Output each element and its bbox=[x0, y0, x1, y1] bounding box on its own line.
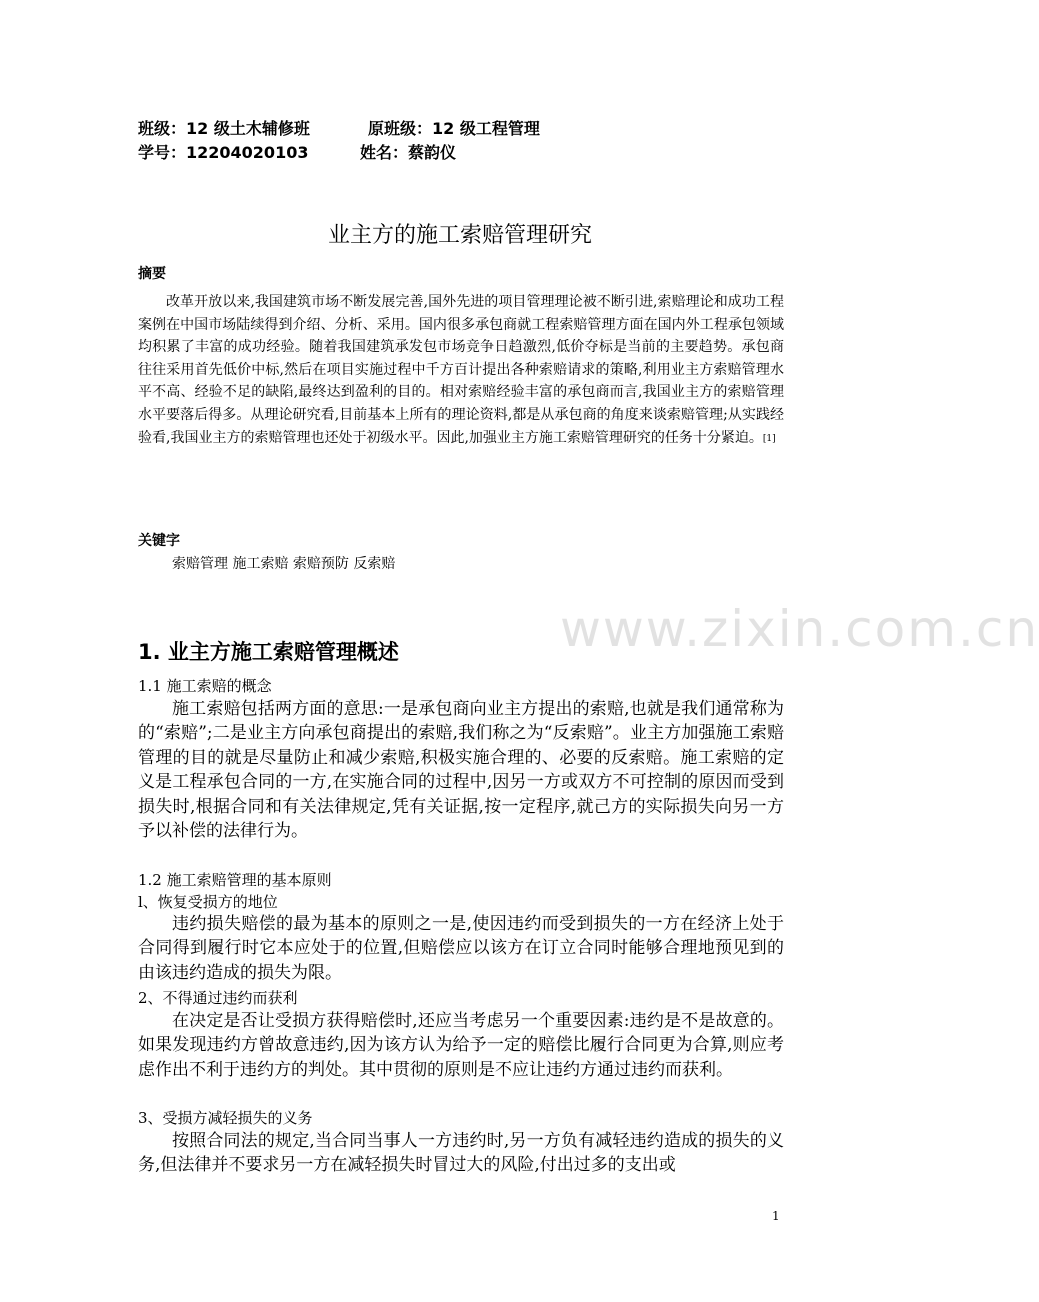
abstract-paragraph bbox=[138, 291, 784, 451]
header-row-1 bbox=[138, 116, 540, 139]
document-title: 业主方的施工索赔管理研究 bbox=[327, 223, 592, 248]
citation-marker: [1] bbox=[762, 433, 776, 444]
student-name-label: 姓名：蔡韵仪 bbox=[360, 143, 457, 162]
section-1-2-heading: 1.2 施工索赔管理的基本原则 bbox=[138, 871, 332, 889]
student-id-label: 学号：12204020103 bbox=[138, 143, 309, 162]
page-number: 1 bbox=[772, 1209, 780, 1223]
item-1-heading: l、恢复受损方的地位 bbox=[138, 893, 278, 911]
section-1-1-heading: 1.1 施工索赔的概念 bbox=[138, 677, 272, 695]
section-1-heading: 1. 业主方施工索赔管理概述 bbox=[138, 640, 399, 664]
item-2-heading: 2、不得通过违约而获利 bbox=[138, 989, 298, 1007]
item-3-heading: 3、受损方减轻损失的义务 bbox=[138, 1109, 313, 1127]
abstract-text: 改革开放以来,我国建筑市场不断发展完善,国外先进的项目管理理论被不断引进,索赔理论和成功工程案例在中国市场陆续得到介绍、分析、采用。国内很多承包商就工程索赔管理方面在国内外工程承包领域均积累了丰富的成功经验。随着我国建筑承发包市场竞争日趋激烈,低价夺标是当前的主要趋势。承包商往往采用首先低价中标,然后在项目实施过程中千方百计提出各种索赔请求的策略,利用业主方索赔管理水平不高、经验不足的缺陷,最终达到盈利的目的。相对索赔经验丰富的承包商而言,我国业主方的索赔管理水平要落后得多。从理论研究看,目前基本上所有的理论资料,都是从承包商的角度来谈索赔管理;从实践经验看,我国业主方的索赔管理也还处于初级水平。因此,加强业主方施工索赔管理研究的任务十分紧迫。 bbox=[138, 294, 784, 446]
abstract-heading: 摘要 bbox=[138, 266, 166, 282]
header-row-2 bbox=[138, 140, 457, 163]
keywords-heading: 关键字 bbox=[138, 533, 180, 549]
watermark: www.zixin.com.cn bbox=[560, 600, 1039, 658]
item-1-paragraph: 违约损失赔偿的最为基本的原则之一是,使因违约而受到损失的一方在经济上处于合同得到履行时它本应处于的位置,但赔偿应以该方在订立合同时能够合理地预见到的由该违约造成的损失为限。 bbox=[138, 914, 784, 983]
keywords-text: 索赔管理 施工索赔 索赔预防 反索赔 bbox=[172, 556, 396, 572]
item-3-paragraph: 按照合同法的规定,当合同当事人一方违约时,另一方负有减轻违约造成的损失的义务,但法律并不要求另一方在减轻损失时冒过大的风险,付出过多的支出或 bbox=[138, 1131, 784, 1176]
item-2-paragraph: 在决定是否让受损方获得赔偿时,还应当考虑另一个重要因素:违约是不是故意的。如果发现违约方曾故意违约,因为该方认为给予一定的赔偿比履行合同更为合算,则应考虑作出不利于违约方的判处。其中贯彻的原则是不应让违约方通过违约而获利。 bbox=[138, 1011, 784, 1080]
section-1-1-paragraph: 施工索赔包括两方面的意思:一是承包商向业主方提出的索赔,也就是我们通常称为的“索赔”;二是业主方向承包商提出的索赔,我们称之为“反索赔”。业主方加强施工索赔管理的目的就是尽量防止和减少索赔,积极实施合理的、必要的反索赔。施工索赔的定义是工程承包合同的一方,在实施合同的过程中,因另一方或双方不可控制的原因而受到损失时,根据合同和有关法律规定,凭有关证据,按一定程序,就己方的实际损失向另一方予以补偿的法律行为。 bbox=[138, 699, 784, 842]
original-class-label: 原班级：12 级工程管理 bbox=[368, 119, 540, 138]
class-label: 班级：12 级土木辅修班 bbox=[138, 119, 310, 138]
